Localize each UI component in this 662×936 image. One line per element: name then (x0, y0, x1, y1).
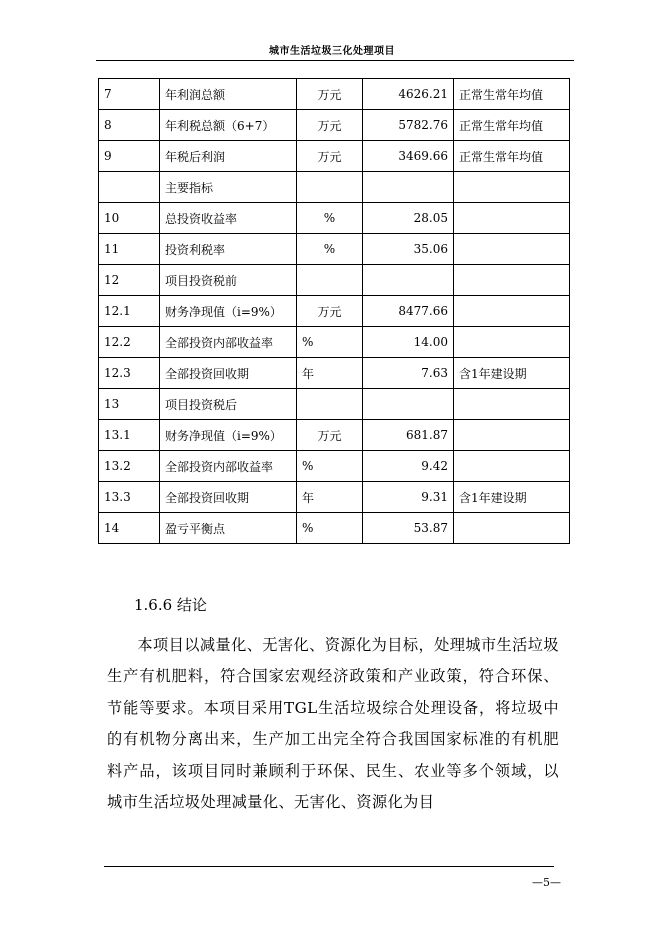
value-cell: 53.87 (363, 513, 454, 544)
note-cell (454, 172, 570, 203)
table-row (99, 420, 570, 451)
unit-cell: % (297, 203, 363, 234)
indicator-name-cell: 总投资收益率 (160, 203, 297, 234)
note-cell: 含1年建设期 (454, 482, 570, 513)
unit-cell: % (297, 451, 363, 482)
row-number-cell: 13 (99, 389, 160, 420)
indicator-name-cell: 年税后利润 (160, 141, 297, 172)
row-number-cell: 13.1 (99, 420, 160, 451)
conclusion-paragraph: 本项目以减量化、无害化、资源化为目标，处理城市生活垃圾生产有机肥料，符合国家宏观经济政策和产业政策，符合环保、节能等要求。本项目采用TGL生活垃圾综合处理设备，将垃圾中的有机物分离出来，生产加工出完全符合我国国家标准的有机肥料产品，该项目同时兼顾利于环保、民生、农业等多个领域，以城市生活垃圾处理减量化、无害化、资源化为目 (107, 636, 559, 812)
unit-cell: 万元 (297, 141, 363, 172)
indicator-name-cell: 全部投资内部收益率 (160, 451, 297, 482)
table-row (99, 79, 570, 110)
unit-cell (297, 265, 363, 296)
unit-cell (297, 172, 363, 203)
indicator-name-cell: 财务净现值（i=9%） (160, 296, 297, 327)
note-cell: 正常生常年均值 (454, 79, 570, 110)
table-row (99, 482, 570, 513)
unit-cell: 万元 (297, 79, 363, 110)
indicator-name-cell: 项目投资税后 (160, 389, 297, 420)
section-title: 1.6.6 结论 (134, 596, 207, 614)
table-row (99, 513, 570, 544)
row-number-cell: 12 (99, 265, 160, 296)
note-cell (454, 234, 570, 265)
table-row (99, 358, 570, 389)
note-cell (454, 389, 570, 420)
value-cell: 9.42 (363, 451, 454, 482)
indicator-name-cell: 年利润总额 (160, 79, 297, 110)
table-row (99, 451, 570, 482)
value-cell: 5782.76 (363, 110, 454, 141)
value-cell: 9.31 (363, 482, 454, 513)
financial-indicators-table (98, 78, 570, 544)
indicator-name-cell: 全部投资回收期 (160, 482, 297, 513)
note-cell (454, 327, 570, 358)
header-divider (96, 60, 574, 61)
table-row (99, 389, 570, 420)
footer-divider (104, 866, 554, 867)
note-cell (454, 265, 570, 296)
table-row (99, 265, 570, 296)
row-number-cell: 11 (99, 234, 160, 265)
row-number-cell: 13.3 (99, 482, 160, 513)
unit-cell: 年 (297, 482, 363, 513)
note-cell (454, 420, 570, 451)
value-cell (363, 172, 454, 203)
indicator-name-cell: 全部投资内部收益率 (160, 327, 297, 358)
table-row (99, 110, 570, 141)
note-cell: 正常生常年均值 (454, 110, 570, 141)
row-number-cell: 8 (99, 110, 160, 141)
note-cell (454, 203, 570, 234)
row-number-cell: 10 (99, 203, 160, 234)
table-row (99, 141, 570, 172)
table-row (99, 234, 570, 265)
note-cell (454, 513, 570, 544)
unit-cell: 年 (297, 358, 363, 389)
value-cell: 4626.21 (363, 79, 454, 110)
row-number-cell: 7 (99, 79, 160, 110)
indicator-name-cell: 投资利税率 (160, 234, 297, 265)
indicator-name-cell: 主要指标 (160, 172, 297, 203)
value-cell (363, 389, 454, 420)
value-cell: 7.63 (363, 358, 454, 389)
row-number-cell: 12.1 (99, 296, 160, 327)
row-number-cell (99, 172, 160, 203)
page-header-title: 城市生活垃圾三化处理项目 (269, 46, 395, 57)
unit-cell: % (297, 234, 363, 265)
row-number-cell: 9 (99, 141, 160, 172)
page-number: —5— (532, 876, 561, 889)
unit-cell (297, 389, 363, 420)
unit-cell: 万元 (297, 420, 363, 451)
indicator-name-cell: 盈亏平衡点 (160, 513, 297, 544)
value-cell: 28.05 (363, 203, 454, 234)
value-cell (363, 265, 454, 296)
unit-cell: 万元 (297, 110, 363, 141)
unit-cell: % (297, 513, 363, 544)
value-cell: 681.87 (363, 420, 454, 451)
note-cell (454, 296, 570, 327)
indicator-name-cell: 年利税总额（6+7） (160, 110, 297, 141)
table-row (99, 327, 570, 358)
row-number-cell: 14 (99, 513, 160, 544)
indicator-name-cell: 全部投资回收期 (160, 358, 297, 389)
indicator-name-cell: 财务净现值（i=9%） (160, 420, 297, 451)
row-number-cell: 13.2 (99, 451, 160, 482)
row-number-cell: 12.3 (99, 358, 160, 389)
table-row (99, 172, 570, 203)
value-cell: 14.00 (363, 327, 454, 358)
value-cell: 8477.66 (363, 296, 454, 327)
unit-cell: 万元 (297, 296, 363, 327)
value-cell: 35.06 (363, 234, 454, 265)
row-number-cell: 12.2 (99, 327, 160, 358)
note-cell: 含1年建设期 (454, 358, 570, 389)
table-row (99, 296, 570, 327)
table-row (99, 203, 570, 234)
indicator-name-cell: 项目投资税前 (160, 265, 297, 296)
unit-cell: % (297, 327, 363, 358)
value-cell: 3469.66 (363, 141, 454, 172)
note-cell (454, 451, 570, 482)
note-cell: 正常生常年均值 (454, 141, 570, 172)
